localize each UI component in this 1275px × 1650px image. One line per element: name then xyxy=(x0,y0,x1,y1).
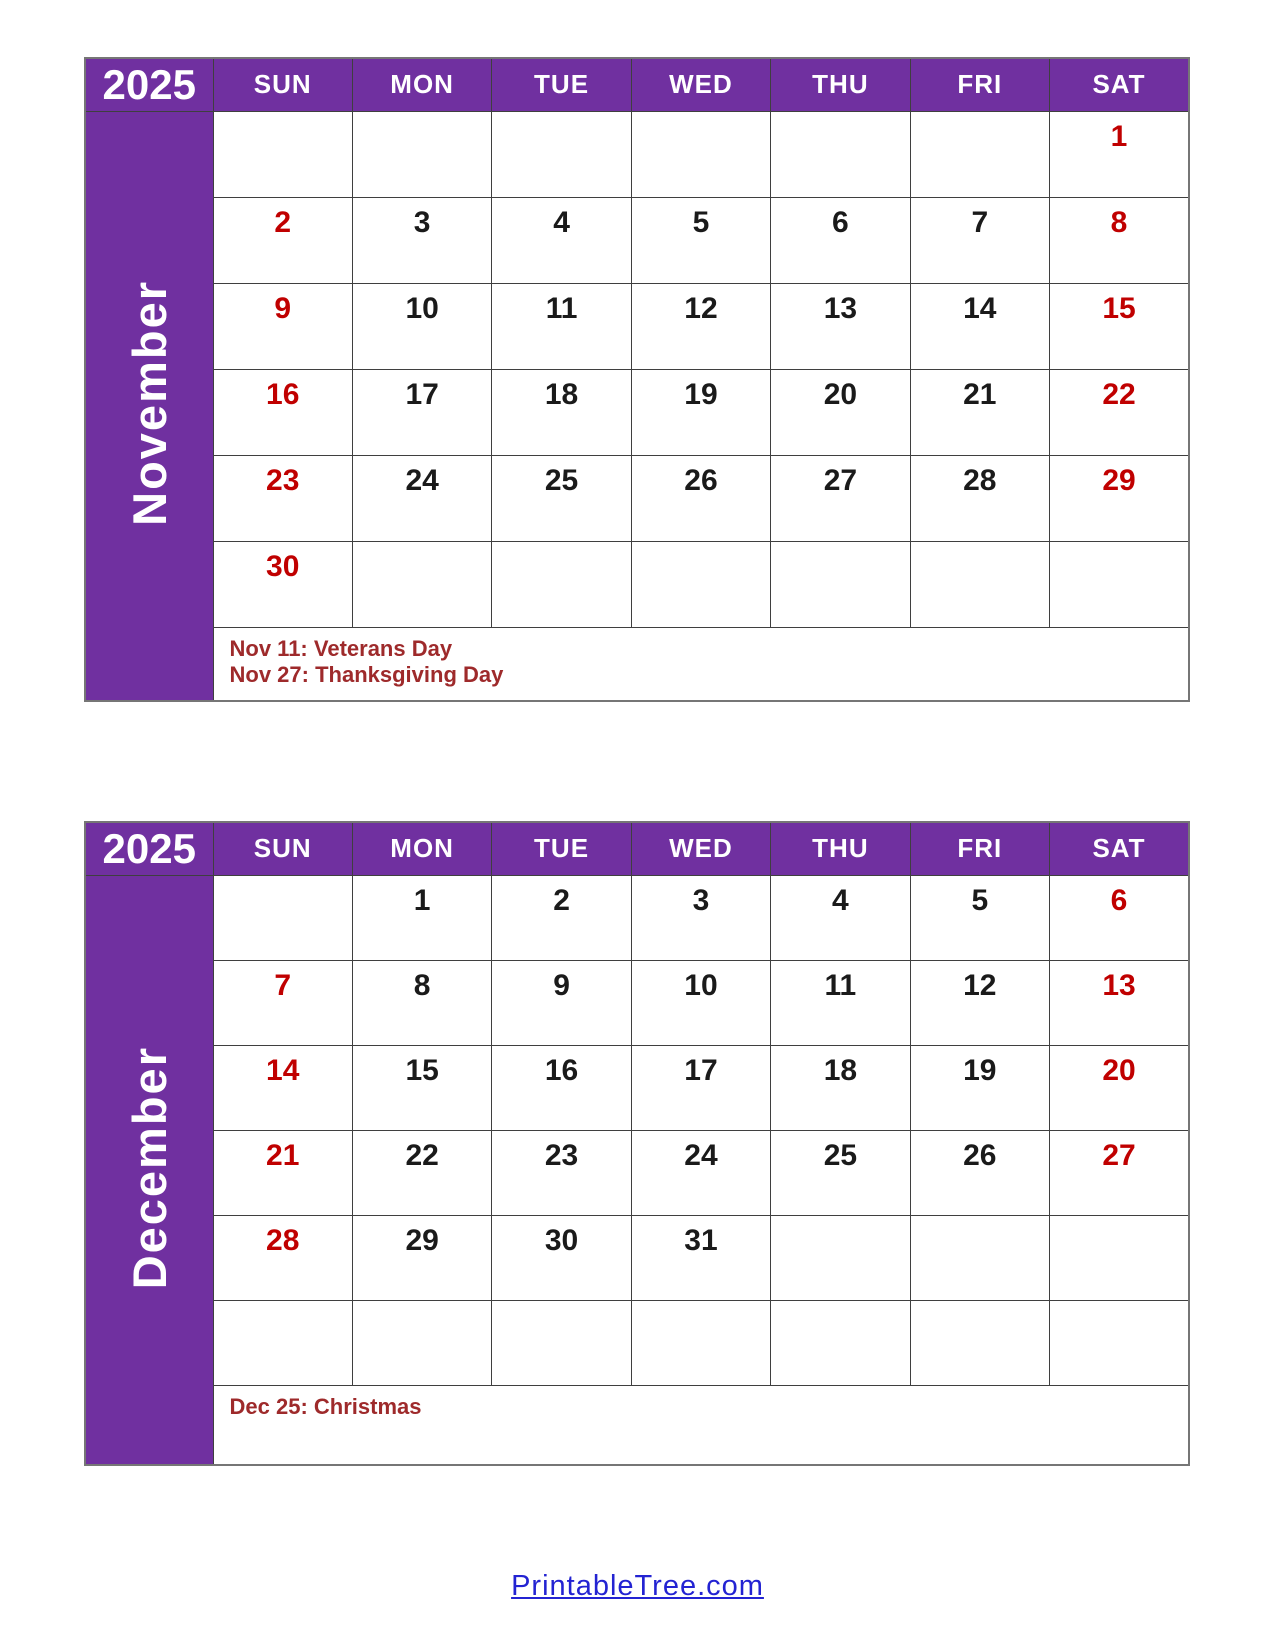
day-cell xyxy=(631,541,770,627)
day-cell: 3 xyxy=(631,875,770,960)
day-cell: 28 xyxy=(213,1215,352,1300)
day-cell: 8 xyxy=(1050,197,1189,283)
day-cell: 30 xyxy=(492,1215,631,1300)
day-cell: 25 xyxy=(492,455,631,541)
day-cell: 3 xyxy=(352,197,491,283)
month-name: November xyxy=(122,280,176,527)
day-cell: 21 xyxy=(910,369,1049,455)
weekday-header-thu: THU xyxy=(771,822,910,875)
day-cell xyxy=(910,1215,1049,1300)
table-row xyxy=(85,369,1189,455)
day-cell: 31 xyxy=(631,1215,770,1300)
day-cell: 14 xyxy=(910,283,1049,369)
day-cell: 11 xyxy=(492,283,631,369)
weekday-header-tue: TUE xyxy=(492,58,631,111)
year-header: 2025 xyxy=(85,58,213,111)
weekday-header-mon: MON xyxy=(352,58,491,111)
day-cell: 28 xyxy=(910,455,1049,541)
day-cell: 16 xyxy=(492,1045,631,1130)
holiday-note: Nov 27: Thanksgiving Day xyxy=(229,661,504,687)
day-cell xyxy=(352,541,491,627)
table-row xyxy=(85,627,1189,701)
table-row xyxy=(85,1130,1189,1215)
day-cell: 27 xyxy=(771,455,910,541)
day-cell xyxy=(910,1300,1049,1385)
day-cell: 1 xyxy=(352,875,491,960)
holiday-note: Nov 11: Veterans Day xyxy=(229,635,453,661)
day-cell xyxy=(910,541,1049,627)
day-cell: 15 xyxy=(352,1045,491,1130)
table-row xyxy=(85,1300,1189,1385)
day-cell: 7 xyxy=(910,197,1049,283)
table-row xyxy=(85,1045,1189,1130)
day-cell xyxy=(492,541,631,627)
day-cell xyxy=(631,1300,770,1385)
table-row xyxy=(85,283,1189,369)
day-cell: 5 xyxy=(910,875,1049,960)
day-cell xyxy=(352,111,491,197)
day-cell: 5 xyxy=(631,197,770,283)
day-cell xyxy=(910,111,1049,197)
day-cell: 18 xyxy=(492,369,631,455)
day-cell: 22 xyxy=(1050,369,1189,455)
table-row xyxy=(85,875,1189,960)
weekday-header-wed: WED xyxy=(631,822,770,875)
day-cell: 17 xyxy=(631,1045,770,1130)
holiday-notes xyxy=(213,627,1189,701)
day-cell: 20 xyxy=(771,369,910,455)
day-cell: 17 xyxy=(352,369,491,455)
day-cell: 1 xyxy=(1050,111,1189,197)
table-row xyxy=(85,58,1189,111)
weekday-header-fri: FRI xyxy=(910,58,1049,111)
weekday-header-thu: THU xyxy=(771,58,910,111)
day-cell xyxy=(213,111,352,197)
weekday-header-tue: TUE xyxy=(492,822,631,875)
weekday-header-sun: SUN xyxy=(213,822,352,875)
day-cell: 11 xyxy=(771,960,910,1045)
day-cell: 13 xyxy=(1050,960,1189,1045)
day-cell: 6 xyxy=(1050,875,1189,960)
table-row xyxy=(85,197,1189,283)
day-cell: 26 xyxy=(910,1130,1049,1215)
day-cell: 22 xyxy=(352,1130,491,1215)
day-cell xyxy=(352,1300,491,1385)
weekday-header-wed: WED xyxy=(631,58,770,111)
day-cell: 18 xyxy=(771,1045,910,1130)
day-cell xyxy=(492,1300,631,1385)
day-cell: 13 xyxy=(771,283,910,369)
november-calendar xyxy=(84,57,1190,702)
day-cell: 20 xyxy=(1050,1045,1189,1130)
day-cell: 24 xyxy=(631,1130,770,1215)
table-row xyxy=(85,822,1189,875)
day-cell xyxy=(492,111,631,197)
month-sidebar xyxy=(85,875,213,1465)
day-cell xyxy=(1050,1215,1189,1300)
month-name: December xyxy=(122,1045,176,1289)
day-cell xyxy=(1050,541,1189,627)
day-cell: 25 xyxy=(771,1130,910,1215)
table-row xyxy=(85,960,1189,1045)
day-cell xyxy=(1050,1300,1189,1385)
holiday-note: Dec 25: Christmas xyxy=(229,1393,422,1419)
weekday-header-sat: SAT xyxy=(1050,822,1189,875)
day-cell: 8 xyxy=(352,960,491,1045)
weekday-header-sun: SUN xyxy=(213,58,352,111)
day-cell: 29 xyxy=(352,1215,491,1300)
day-cell: 12 xyxy=(910,960,1049,1045)
table-row xyxy=(85,111,1189,197)
table-row xyxy=(85,455,1189,541)
day-cell: 14 xyxy=(213,1045,352,1130)
table-row xyxy=(85,541,1189,627)
year-header: 2025 xyxy=(85,822,213,875)
day-cell: 29 xyxy=(1050,455,1189,541)
day-cell xyxy=(771,1215,910,1300)
december-calendar xyxy=(84,821,1190,1466)
day-cell: 23 xyxy=(213,455,352,541)
day-cell: 4 xyxy=(771,875,910,960)
footer-link[interactable]: PrintableTree.com xyxy=(511,1570,764,1602)
day-cell: 6 xyxy=(771,197,910,283)
month-sidebar xyxy=(85,111,213,701)
day-cell: 26 xyxy=(631,455,770,541)
holiday-notes xyxy=(213,1385,1189,1465)
day-cell: 30 xyxy=(213,541,352,627)
footer xyxy=(0,1570,1275,1603)
weekday-header-fri: FRI xyxy=(910,822,1049,875)
day-cell: 2 xyxy=(492,875,631,960)
day-cell: 27 xyxy=(1050,1130,1189,1215)
day-cell xyxy=(213,1300,352,1385)
day-cell: 24 xyxy=(352,455,491,541)
day-cell: 19 xyxy=(631,369,770,455)
table-row xyxy=(85,1215,1189,1300)
day-cell: 12 xyxy=(631,283,770,369)
day-cell xyxy=(213,875,352,960)
day-cell xyxy=(771,541,910,627)
day-cell: 4 xyxy=(492,197,631,283)
day-cell: 15 xyxy=(1050,283,1189,369)
day-cell xyxy=(771,1300,910,1385)
day-cell xyxy=(771,111,910,197)
day-cell: 19 xyxy=(910,1045,1049,1130)
day-cell: 7 xyxy=(213,960,352,1045)
day-cell: 9 xyxy=(492,960,631,1045)
day-cell: 2 xyxy=(213,197,352,283)
day-cell: 10 xyxy=(631,960,770,1045)
day-cell: 23 xyxy=(492,1130,631,1215)
table-row xyxy=(85,1385,1189,1465)
weekday-header-mon: MON xyxy=(352,822,491,875)
day-cell: 16 xyxy=(213,369,352,455)
day-cell: 10 xyxy=(352,283,491,369)
day-cell: 21 xyxy=(213,1130,352,1215)
day-cell: 9 xyxy=(213,283,352,369)
weekday-header-sat: SAT xyxy=(1050,58,1189,111)
day-cell xyxy=(631,111,770,197)
